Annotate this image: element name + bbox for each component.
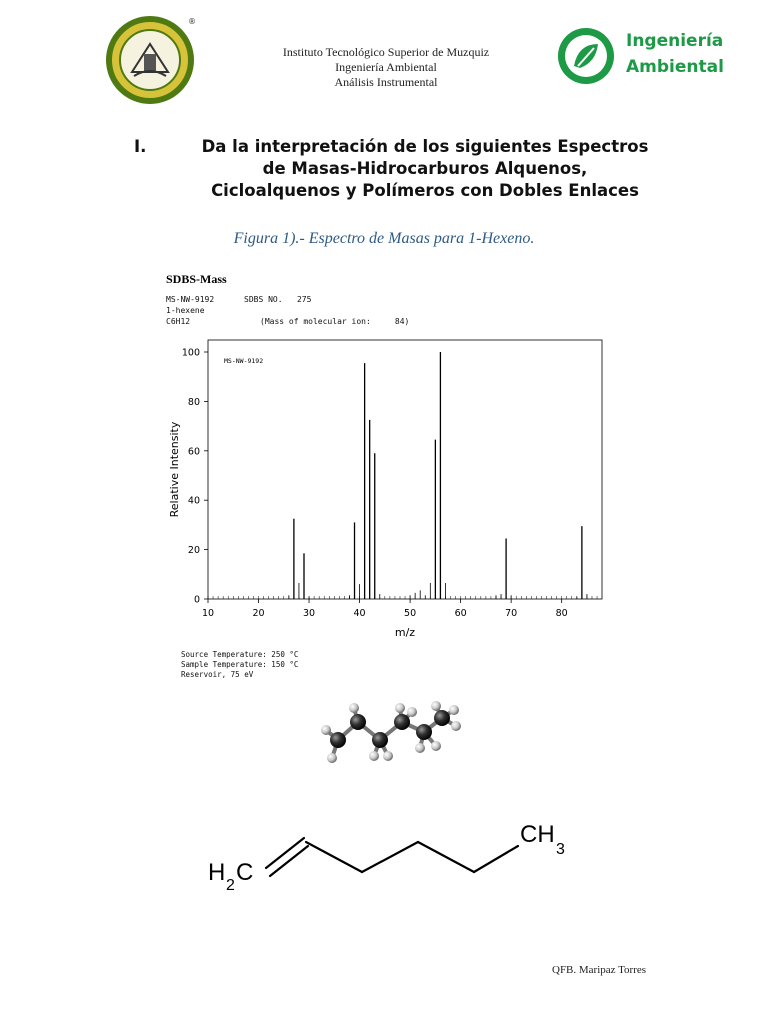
section-title-text bbox=[180, 136, 670, 202]
title-line-1: Da la interpretación de los siguientes Espectros bbox=[201, 137, 649, 156]
sdbs-meta-row-1 bbox=[166, 294, 409, 305]
course-name: Análisis Instrumental bbox=[334, 75, 438, 89]
x-tick-label: 80 bbox=[555, 608, 568, 619]
x-tick-label: 60 bbox=[454, 608, 467, 619]
sdbs-title: SDBS-Mass bbox=[166, 272, 227, 286]
ball-and-stick-molecule-image bbox=[308, 700, 468, 770]
sdbs-metadata bbox=[166, 294, 409, 327]
logo-text-line2: Ambiental bbox=[626, 57, 724, 77]
institution-name: Instituto Tecnológico Superior de Muzquiz bbox=[282, 45, 490, 59]
y-tick-label: 20 bbox=[187, 545, 200, 557]
minor-ticks bbox=[208, 596, 597, 599]
skeletal-structure-1-hexene bbox=[196, 812, 586, 902]
ingenieria-ambiental-logo bbox=[556, 24, 726, 90]
x-tick-label: 10 bbox=[201, 608, 215, 619]
x-axis-label: m/z bbox=[394, 626, 416, 639]
compound-name: 1-hexene bbox=[166, 306, 205, 315]
title-line-3: Cicloalquenos y Polímeros con Dobles Enlaces bbox=[211, 181, 639, 200]
structure-right-subscript: 3 bbox=[556, 841, 565, 858]
logo-text-line1: Ingeniería bbox=[626, 31, 724, 51]
x-tick-label: 50 bbox=[404, 608, 417, 619]
molecular-ion-label: (Mass of molecular ion: bbox=[260, 317, 371, 326]
x-tick-label: 30 bbox=[303, 608, 316, 619]
source-temperature: Source Temperature: 250 °C bbox=[181, 650, 299, 659]
x-tick-label: 70 bbox=[505, 608, 518, 619]
plot-frame bbox=[208, 340, 602, 599]
instrument-conditions bbox=[181, 650, 298, 680]
sdbs-code: MS-NW-9192 bbox=[166, 295, 215, 304]
sdbs-meta-row-3 bbox=[166, 316, 409, 327]
structure-left-c: C bbox=[236, 859, 254, 886]
structure-left-subscript: 2 bbox=[226, 877, 235, 894]
program-name: Ingeniería Ambiental bbox=[335, 60, 437, 74]
spectrum-peaks bbox=[289, 352, 587, 599]
sdbs-meta-row-2 bbox=[166, 305, 409, 316]
y-axis-label: Relative Intensity bbox=[168, 421, 181, 518]
reservoir-energy: Reservoir, 75 eV bbox=[181, 670, 254, 679]
header-institution-block bbox=[244, 45, 528, 90]
y-tick-label: 40 bbox=[187, 495, 200, 507]
section-number: I. bbox=[134, 137, 147, 156]
y-tick-label: 0 bbox=[193, 594, 200, 606]
plot-annotation: MS-NW-9192 bbox=[224, 357, 264, 365]
x-tick-label: 40 bbox=[353, 608, 366, 619]
y-tick-label: 60 bbox=[187, 446, 200, 458]
structure-right-ch: CH bbox=[520, 821, 555, 848]
x-axis-ticks bbox=[202, 599, 568, 619]
sdbs-no-label: SDBS NO. bbox=[244, 295, 283, 304]
footer-author: QFB. Maripaz Torres bbox=[552, 964, 647, 976]
y-axis-ticks bbox=[182, 348, 208, 606]
title-line-2: de Masas-Hidrocarburos Alquenos, bbox=[262, 159, 588, 178]
sample-temperature: Sample Temperature: 150 °C bbox=[181, 660, 299, 669]
x-tick-label: 20 bbox=[252, 608, 265, 619]
y-tick-label: 80 bbox=[187, 396, 200, 408]
molecular-ion-value: 84) bbox=[394, 317, 410, 326]
institute-seal-logo bbox=[104, 14, 196, 104]
registered-mark: ® bbox=[188, 17, 196, 26]
figure-caption: Figura 1).- Espectro de Masas para 1-Hexeno. bbox=[233, 230, 535, 247]
compound-formula: C6H12 bbox=[166, 317, 191, 326]
structure-left-h: H bbox=[208, 859, 226, 886]
sdbs-no-value: 275 bbox=[296, 295, 312, 304]
mass-spectrum-chart bbox=[160, 336, 610, 642]
y-tick-label: 100 bbox=[181, 347, 200, 359]
